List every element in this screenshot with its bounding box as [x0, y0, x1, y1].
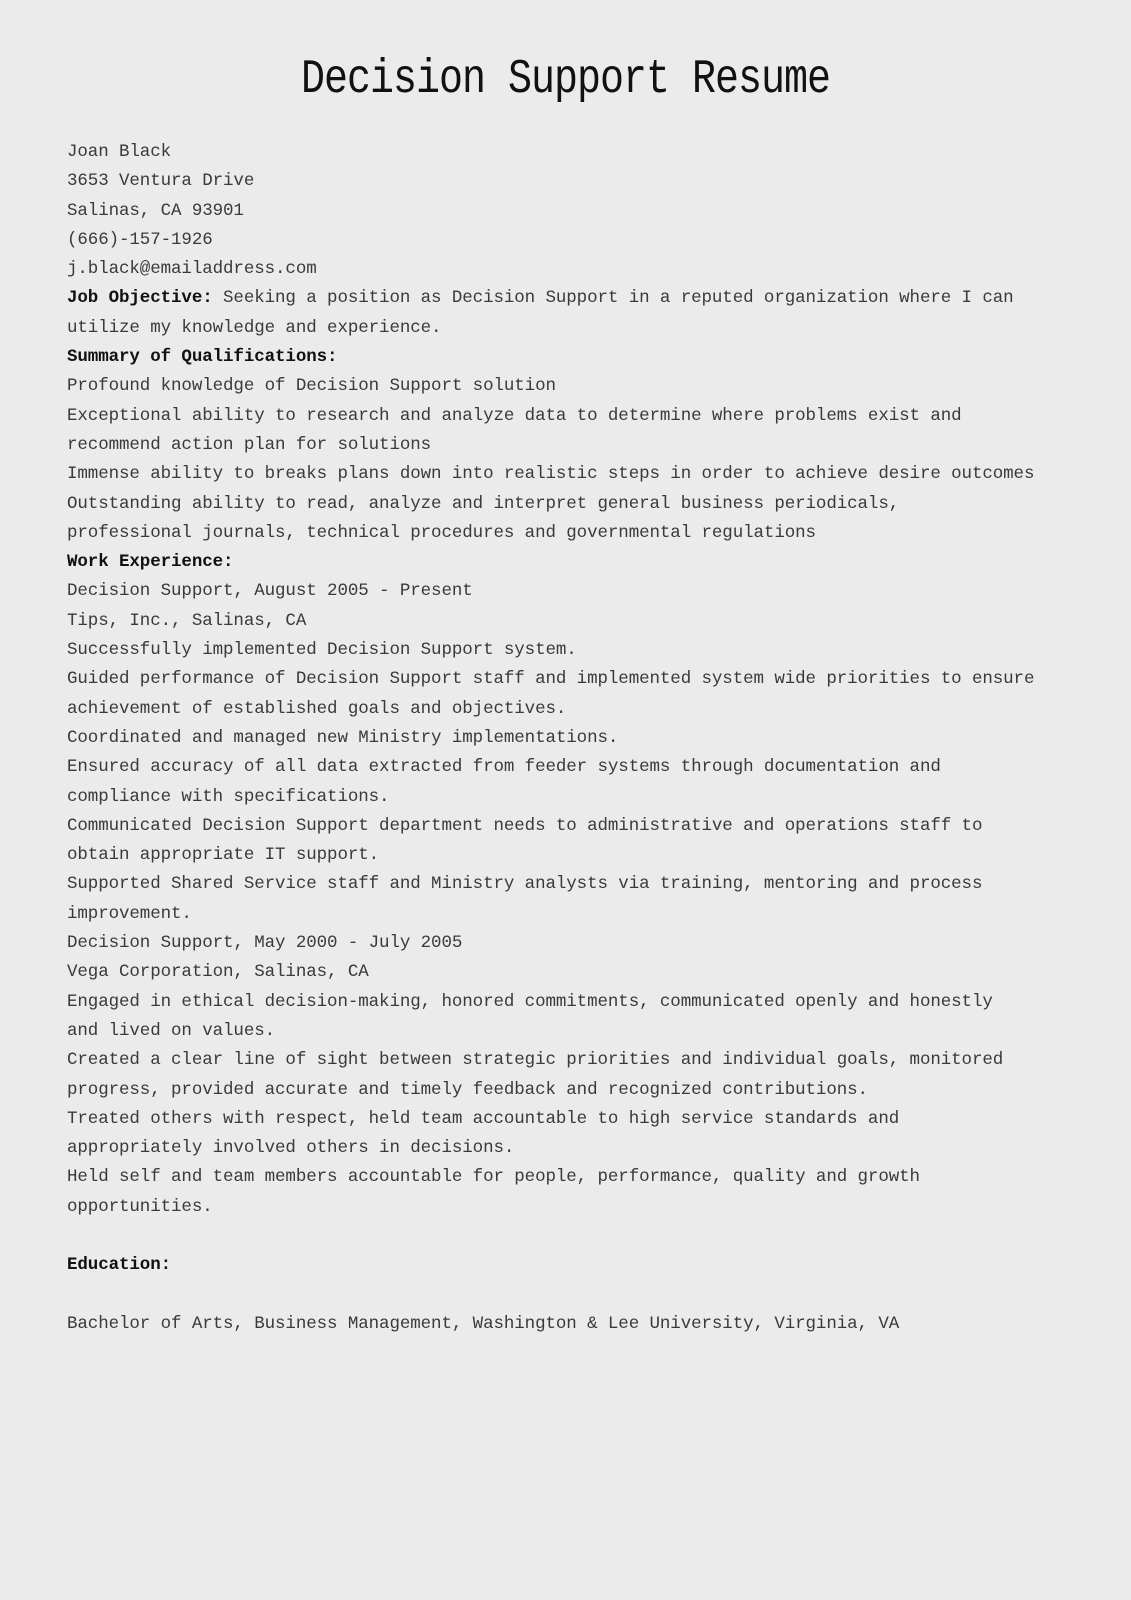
qualification-line: Profound knowledge of Decision Support solution: [67, 376, 556, 397]
experience-line: achievement of established goals and objectives.: [67, 698, 567, 719]
section-heading-summary: Summary of Qualifications:: [67, 347, 338, 368]
spacer: [67, 1281, 1067, 1310]
experience-line: compliance with specifications.: [67, 786, 390, 807]
experience-line: Engaged in ethical decision-making, honored commitments, communicated openly and honestly: [67, 991, 993, 1012]
qualification-line: Immense ability to breaks plans down into realistic steps in order to achieve desire outcomes: [67, 464, 1035, 485]
experience-line: improvement.: [67, 903, 192, 924]
experience-line: opportunities.: [67, 1196, 213, 1217]
job-objective-text: utilize my knowledge and experience.: [67, 317, 442, 338]
section-heading-education: Education:: [67, 1255, 172, 1276]
experience-line: Tips, Inc., Salinas, CA: [67, 610, 307, 631]
job-objective-text: Seeking a position as Decision Support in a reputed organization where I can: [212, 288, 1014, 309]
contact-name: Joan Black: [67, 142, 172, 162]
experience-line: Guided performance of Decision Support staff and implemented system wide priorities to ensure: [67, 669, 1035, 690]
experience-line: Coordinated and managed new Ministry implementations.: [67, 727, 619, 748]
experience-line: Supported Shared Service staff and Ministry analysts via training, mentoring and process: [67, 874, 983, 895]
experience-line: Ensured accuracy of all data extracted from feeder systems through documentation and: [67, 757, 941, 778]
contact-phone: (666)-157-1926: [67, 229, 213, 250]
experience-line: Vega Corporation, Salinas, CA: [67, 962, 369, 983]
qualification-line: professional journals, technical procedures and governmental regulations: [67, 522, 816, 543]
qualification-line: Exceptional ability to research and analyze data to determine where problems exist and: [67, 405, 962, 426]
contact-email: j.black@emailaddress.com: [67, 259, 317, 280]
page-title: Decision Support Resume: [300, 53, 831, 108]
qualification-line: Outstanding ability to read, analyze and interpret general business periodicals,: [67, 493, 900, 514]
experience-line: and lived on values.: [67, 1020, 276, 1041]
experience-line: Decision Support, May 2000 - July 2005: [67, 933, 463, 954]
education-line: Bachelor of Arts, Business Management, Washington & Lee University, Virginia, VA: [67, 1313, 900, 1334]
resume-body: [67, 138, 1067, 1339]
experience-line: Treated others with respect, held team accountable to high service standards and: [67, 1108, 900, 1129]
spacer: [67, 1222, 1067, 1251]
section-heading-experience: Work Experience:: [67, 552, 234, 573]
contact-city: Salinas, CA 93901: [67, 200, 244, 221]
experience-line: Held self and team members accountable for people, performance, quality and growth: [67, 1167, 920, 1188]
job-objective: [67, 284, 1067, 313]
experience-line: Successfully implemented Decision Support system.: [67, 640, 577, 661]
experience-line: Created a clear line of sight between strategic priorities and individual goals, monitored: [67, 1050, 1004, 1071]
experience-line: Decision Support, August 2005 - Present: [67, 581, 473, 602]
qualification-line: recommend action plan for solutions: [67, 434, 432, 455]
experience-line: obtain appropriate IT support.: [67, 845, 380, 866]
experience-line: Communicated Decision Support department needs to administrative and operations staff to: [67, 815, 983, 836]
experience-line: progress, provided accurate and timely feedback and recognized contributions.: [67, 1079, 868, 1100]
job-objective-label: Job Objective:: [67, 288, 213, 309]
contact-address: 3653 Ventura Drive: [67, 171, 255, 192]
experience-line: appropriately involved others in decisions.: [67, 1138, 515, 1159]
